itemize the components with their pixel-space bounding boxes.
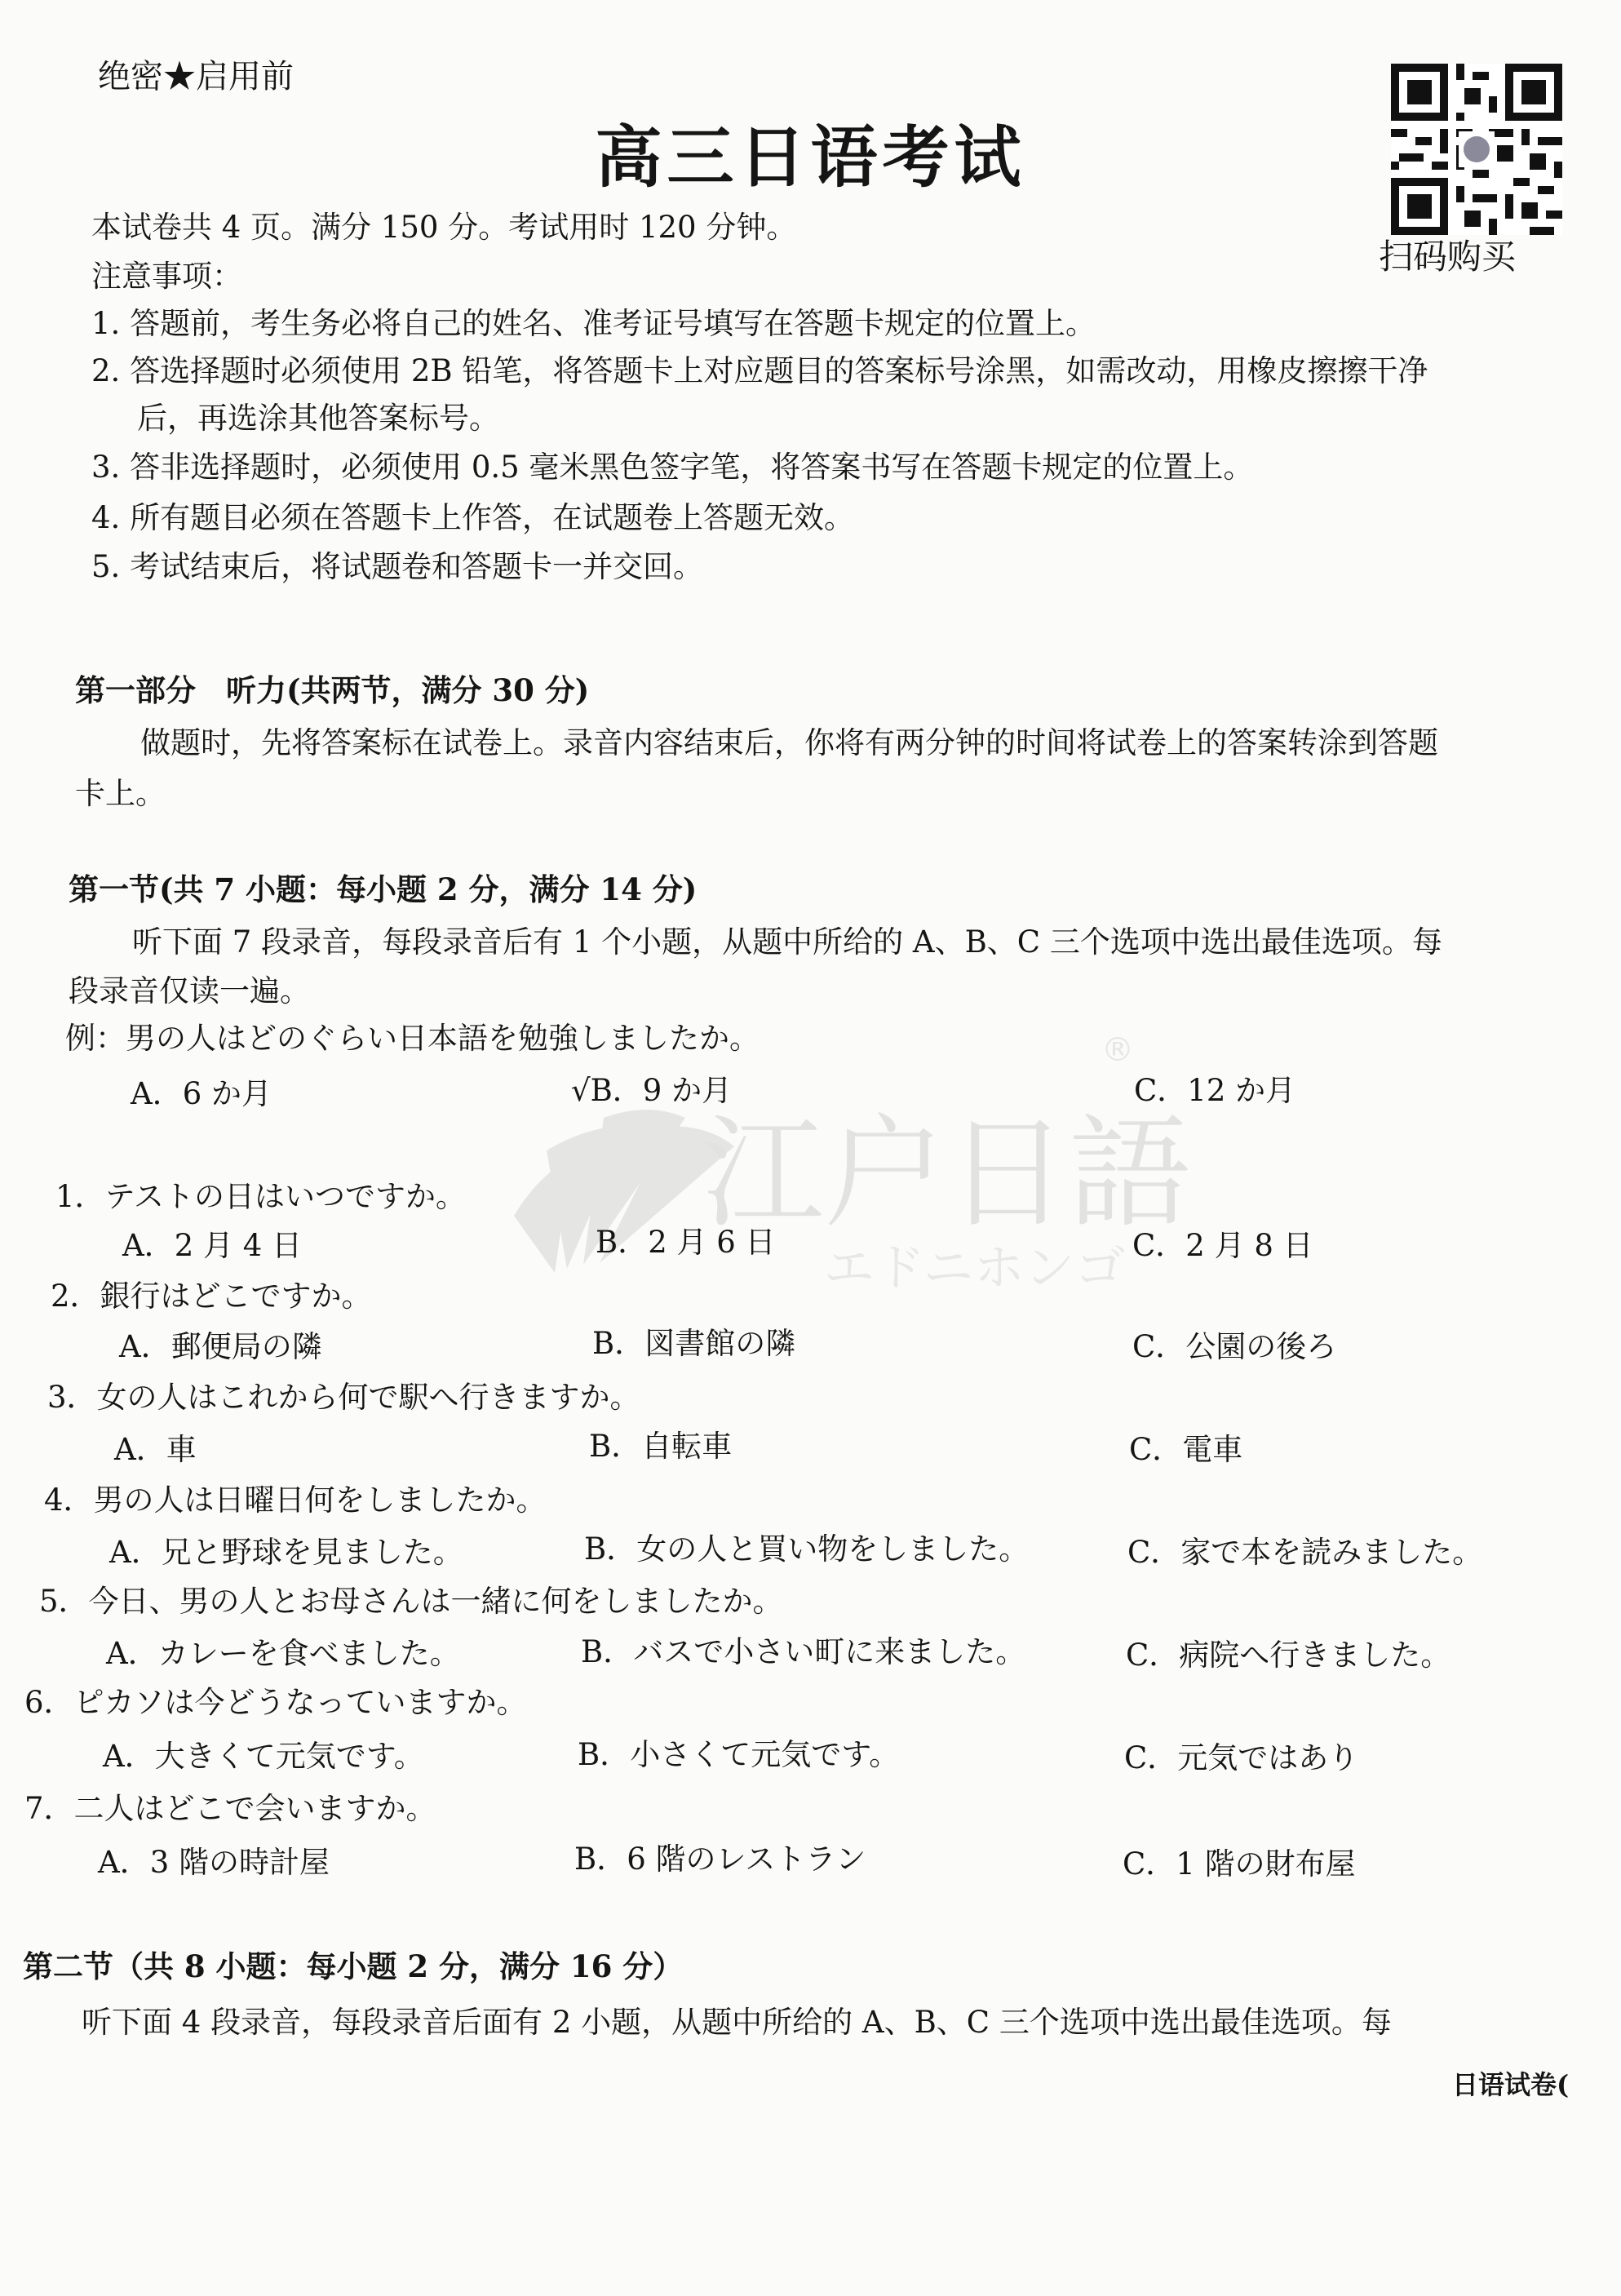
- part-instruction-continued: 卡上。: [75, 776, 166, 811]
- option-b: B．女の人と買い物をしました。: [584, 1531, 1030, 1567]
- qr-caption: 扫码购买: [1379, 237, 1517, 277]
- note-item: 4. 所有题目必须在答题卡上作答，在试题卷上答题无效。: [91, 500, 855, 535]
- page-footer: 日语试卷(: [1452, 2069, 1570, 2100]
- option-a: A．大きくて元気です。: [103, 1739, 424, 1774]
- watermark-reg: ®: [1101, 1031, 1134, 1069]
- note-item: 5. 考试结束后，将试题卷和答题卡一并交回。: [91, 549, 704, 584]
- question-text: 4．男の人は日曜日何をしましたか。: [44, 1483, 547, 1518]
- section-instruction: 听下面 4 段录音，每段录音后面有 2 小题，从题中所给的 A、B、C 三个选项中选出最佳选项。每: [82, 2005, 1392, 2040]
- watermark-brand: 江户日語: [702, 1103, 1192, 1245]
- question-text: 1．テストの日はいつですか。: [55, 1179, 467, 1214]
- exam-title: 高三日语考试: [595, 118, 1026, 197]
- option-c: C．元気ではあり: [1124, 1740, 1359, 1775]
- question-text: 7．二人はどこで会いますか。: [24, 1791, 436, 1826]
- section-instruction: 听下面 7 段录音，每段录音后有 1 个小题，从题中所给的 A、B、C 三个选项中选出最佳选项。每: [132, 924, 1442, 960]
- option-a: A．カレーを食べました。: [106, 1636, 460, 1671]
- option-b: B．2 月 6 日: [596, 1225, 776, 1260]
- notes-heading: 注意事项：: [91, 259, 242, 294]
- option-a: A．3 階の時計屋: [98, 1845, 330, 1880]
- question-text: 3．女の人はこれから何で駅へ行きますか。: [47, 1380, 640, 1415]
- example-option-a: A．6 か月: [131, 1076, 272, 1111]
- option-c: C．病院へ行きました。: [1126, 1638, 1451, 1673]
- example-question: 例：男の人はどのぐらい日本語を勉強しましたか。: [65, 1021, 760, 1056]
- option-a: A．車: [114, 1432, 197, 1467]
- option-b: B．バスで小さい町に来ました。: [581, 1634, 1026, 1669]
- option-b: B．小さくて元気です。: [578, 1737, 900, 1772]
- option-c: C．2 月 8 日: [1132, 1228, 1313, 1263]
- note-item: 3. 答非选择题时，必须使用 0.5 毫米黑色签字笔，将答案书写在答题卡规定的位置上。: [91, 450, 1254, 485]
- confidential-label: 绝密★启用前: [98, 58, 294, 95]
- option-c: C．1 階の財布屋: [1123, 1846, 1356, 1882]
- option-a: A．郵便局の隣: [119, 1329, 322, 1364]
- note-item: 1. 答题前，考生务必将自己的姓名、准考证号填写在答题卡规定的位置上。: [91, 306, 1096, 341]
- section-heading: 第二节（共 8 小题：每小题 2 分，满分 16 分）: [23, 1948, 684, 1984]
- section-instruction-continued: 段录音仅读一遍。: [69, 973, 310, 1008]
- option-c: C．公園の後ろ: [1132, 1329, 1337, 1364]
- option-b: B．自転車: [589, 1429, 733, 1464]
- exam-summary: 本试卷共 4 页。满分 150 分。考试用时 120 分钟。: [91, 210, 797, 245]
- option-a: A．2 月 4 日: [122, 1228, 303, 1263]
- qr-code-icon: [1391, 64, 1562, 235]
- example-option-b: √B．9 か月: [571, 1073, 733, 1108]
- question-text: 2．銀行はどこですか。: [51, 1279, 372, 1314]
- watermark-kana: エドニホンゴ: [824, 1238, 1126, 1297]
- example-option-c: C．12 か月: [1134, 1073, 1296, 1108]
- option-b: B．6 階のレストラン: [574, 1842, 866, 1877]
- section-heading: 第一节(共 7 小题：每小题 2 分，满分 14 分): [69, 871, 698, 907]
- part-instruction: 做题时，先将答案标在试卷上。录音内容结束后，你将有两分钟的时间将试卷上的答案转涂到答题: [140, 725, 1438, 760]
- question-text: 5．今日、男の人とお母さんは一緒に何をしましたか。: [39, 1584, 783, 1619]
- note-item-continued: 后，再选涂其他答案标号。: [137, 401, 499, 436]
- option-c: C．電車: [1129, 1432, 1243, 1467]
- option-a: A．兄と野球を見ました。: [109, 1535, 463, 1570]
- option-c: C．家で本を読みました。: [1127, 1535, 1483, 1570]
- part-heading: 第一部分 听力(共两节，满分 30 分): [75, 672, 590, 708]
- question-text: 6．ピカソは今どうなっていますか。: [24, 1685, 527, 1720]
- option-b: B．図書館の隣: [592, 1326, 796, 1361]
- note-item: 2. 答选择题时必须使用 2B 铅笔，将答题卡上对应题目的答案标号涂黑，如需改动，用橡皮擦擦干净: [91, 353, 1428, 388]
